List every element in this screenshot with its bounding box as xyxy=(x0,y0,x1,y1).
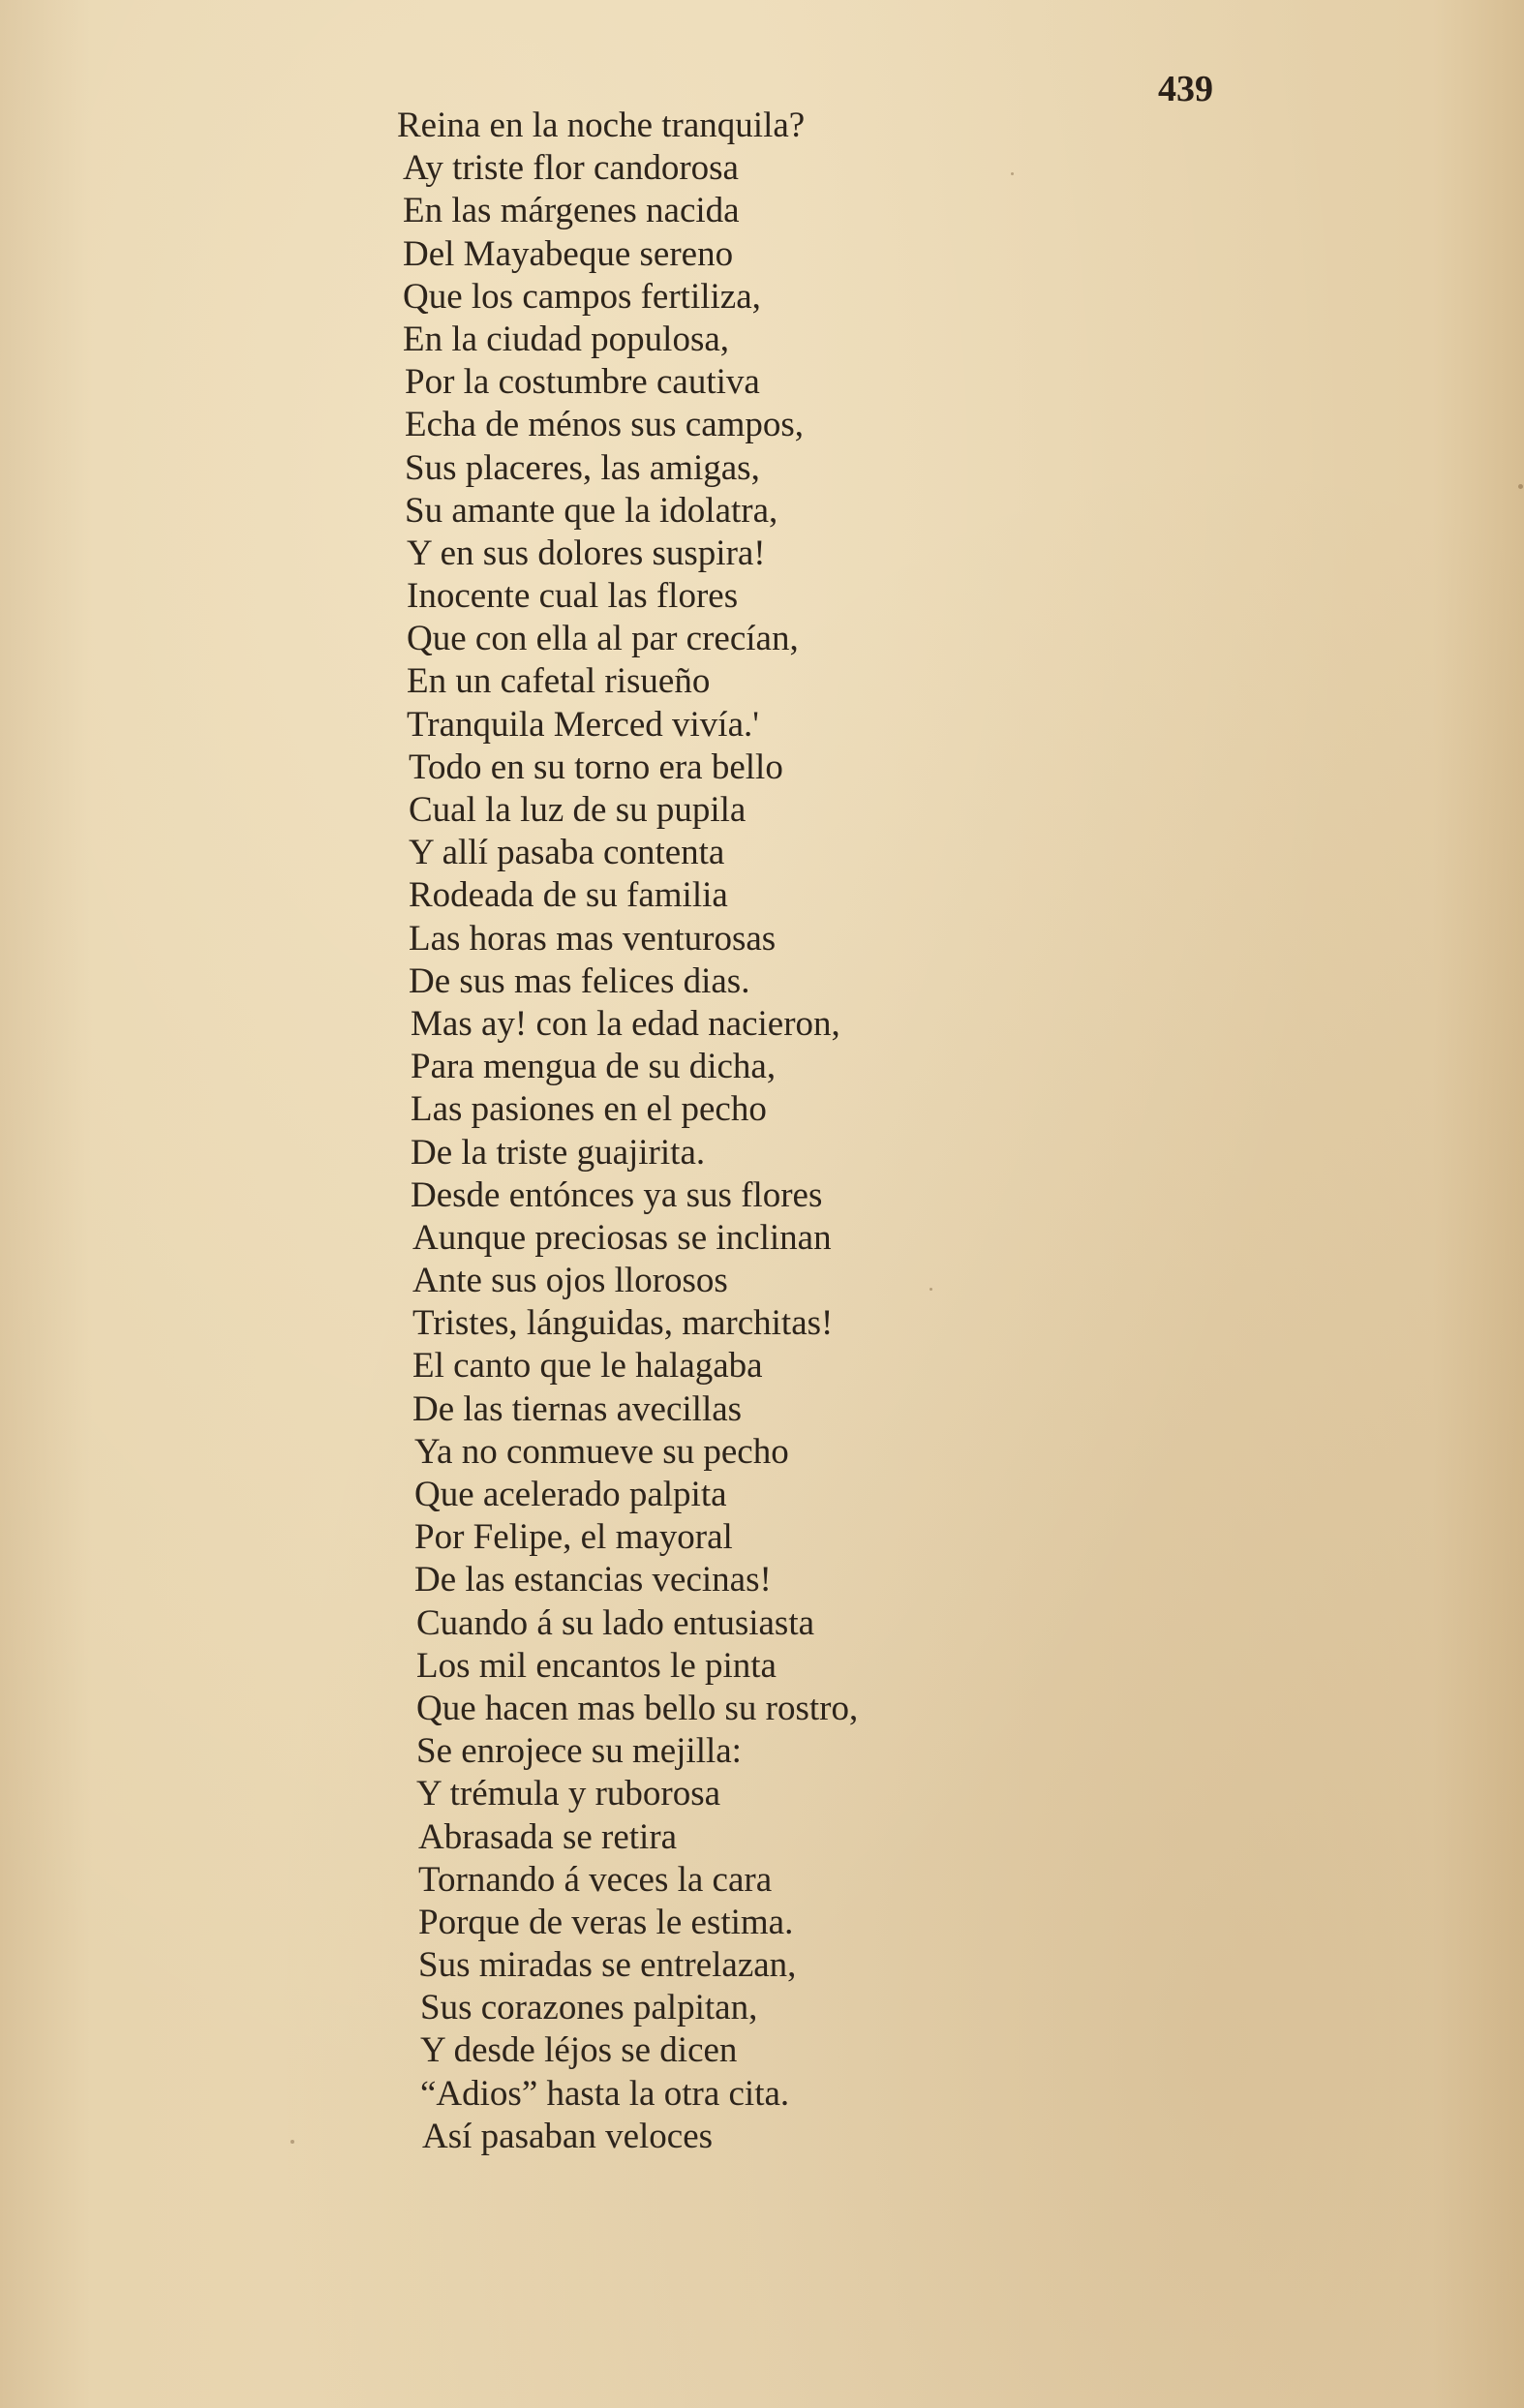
poem-line: Las pasiones en el pecho xyxy=(411,1089,767,1130)
poem-line: Desde entónces ya sus flores xyxy=(411,1174,823,1215)
poem-line: Reina en la noche tranquila? xyxy=(397,106,806,145)
paper-speck xyxy=(290,2140,294,2144)
poem-line: Abrasada se retira xyxy=(418,1816,678,1857)
poem-line: Se enrojece su mejilla: xyxy=(416,1731,742,1772)
poem-line: Su amante que la idolatra, xyxy=(405,490,778,531)
poem-line: Inocente cual las flores xyxy=(407,576,739,617)
poem-line: En un cafetal risueño xyxy=(407,661,711,702)
poem-line: Mas ay! con la edad nacieron, xyxy=(411,1003,840,1044)
poem-line: Que con ella al par crecían, xyxy=(407,619,799,659)
poem-line: Y allí pasaba contenta xyxy=(409,833,725,873)
poem-line: El canto que le halagaba xyxy=(412,1346,763,1387)
poem-line: De la triste guajirita. xyxy=(411,1132,706,1173)
poem-line: Y trémula y ruborosa xyxy=(416,1774,721,1814)
poem-line: Sus corazones palpitan, xyxy=(420,1988,758,2028)
poem-line: Así pasaban veloces xyxy=(422,2116,714,2156)
poem-line: Por Felipe, el mayoral xyxy=(414,1517,733,1558)
paper-speck xyxy=(1518,484,1523,489)
poem-line: De sus mas felices dias. xyxy=(409,960,750,1001)
poem-line: Sus miradas se entrelazan, xyxy=(418,1945,797,1986)
poem-line: Del Mayabeque sereno xyxy=(403,233,734,274)
poem-line: “Adios” hasta la otra cita. xyxy=(420,2073,790,2114)
poem-line: Para mengua de su dicha, xyxy=(411,1047,777,1087)
poem-line: En las márgenes nacida xyxy=(403,191,740,231)
poem-line: Cual la luz de su pupila xyxy=(409,790,747,830)
poem-line: Sus placeres, las amigas, xyxy=(405,447,760,488)
poem-line: Los mil encantos le pinta xyxy=(416,1645,777,1686)
poem-line: Porque de veras le estima. xyxy=(418,1902,794,1942)
poem-line: Tristes, lánguidas, marchitas! xyxy=(412,1303,834,1344)
poem-line: Cuando á su lado entusiasta xyxy=(416,1602,815,1643)
poem-line: Las horas mas venturosas xyxy=(409,918,777,959)
poem-line: Ya no conmueve su pecho xyxy=(414,1431,789,1472)
poem-line: Y en sus dolores suspira! xyxy=(407,533,766,573)
poem-line: De las estancias vecinas! xyxy=(414,1560,772,1600)
poem-line: Que los campos fertiliza, xyxy=(403,276,761,317)
poem-line: Que acelerado palpita xyxy=(414,1475,727,1514)
poem-line: Todo en su torno era bello xyxy=(409,747,783,787)
poem-line: Tornando á veces la cara xyxy=(418,1859,773,1900)
poem-line: Que hacen mas bello su rostro, xyxy=(416,1688,859,1728)
poem-text xyxy=(397,105,1017,2158)
poem-line: Y desde léjos se dicen xyxy=(420,2030,738,2071)
poem-line: Ay triste flor candorosa xyxy=(403,148,739,189)
poem-line: Rodeada de su familia xyxy=(409,875,728,916)
poem-line: Tranquila Merced vivía.' xyxy=(407,704,759,745)
poem-line: Echa de ménos sus campos, xyxy=(405,405,805,445)
poem-line: De las tiernas avecillas xyxy=(412,1388,743,1429)
poem-line: Por la costumbre cautiva xyxy=(405,362,760,403)
page-number: 439 xyxy=(1158,69,1213,109)
poem-line: Ante sus ojos llorosos xyxy=(412,1261,728,1301)
poem-line: En la ciudad populosa, xyxy=(403,319,730,359)
poem-line: Aunque preciosas se inclinan xyxy=(412,1217,832,1258)
